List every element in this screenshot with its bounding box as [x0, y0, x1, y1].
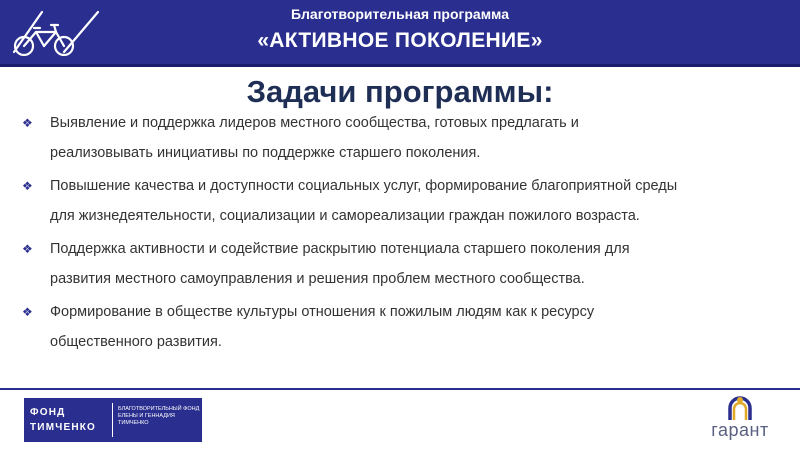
- task-text: [50, 108, 579, 168]
- diamond-bullet-icon: ❖: [22, 116, 33, 130]
- garant-logo-text: гарант: [711, 420, 769, 440]
- list-item: [22, 297, 792, 357]
- task-line: для жизнедеятельности, социализации и самореализации граждан пожилого возраста.: [50, 208, 640, 224]
- task-line: реализовывать инициативы по поддержке старшего поколения.: [50, 145, 481, 161]
- list-item: [22, 171, 792, 231]
- page-title: Задачи программы:: [246, 74, 554, 109]
- fund-logo-divider: [112, 403, 113, 437]
- diamond-bullet-icon: ❖: [22, 179, 33, 193]
- fund-name-line: ФОНД: [30, 407, 66, 418]
- program-title: «АКТИВНОЕ ПОКОЛЕНИЕ»: [257, 29, 543, 52]
- diamond-bullet-icon: ❖: [22, 242, 33, 256]
- task-text: [50, 171, 677, 231]
- fund-name-line: ТИМЧЕНКО: [30, 422, 97, 433]
- task-line: Поддержка активности и содействие раскрытию потенциала старшего поколения для: [50, 241, 630, 257]
- list-item: [22, 234, 792, 294]
- program-subtitle: Благотворительная программа: [290, 6, 510, 22]
- list-item: [22, 108, 792, 168]
- diamond-bullet-icon: ❖: [22, 305, 33, 319]
- task-text: [50, 234, 630, 294]
- header-banner: [0, 0, 800, 67]
- task-line: развития местного самоуправления и решения проблем местного сообщества.: [50, 271, 585, 287]
- footer-divider: [0, 388, 800, 390]
- task-line: Повышение качества и доступности социальных услуг, формирование благоприятной среды: [50, 178, 678, 194]
- task-list: [22, 108, 792, 360]
- timchenko-fund-logo: [24, 398, 202, 442]
- task-line: Выявление и поддержка лидеров местного сообщества, готовых предлагать и: [50, 115, 579, 131]
- task-line: Формирование в обществе культуры отношения к пожилым людям как к ресурсу: [50, 304, 595, 320]
- task-text: [50, 297, 594, 357]
- fund-description: БЛАГОТВОРИТЕЛЬНЫЙ ФОНД ЕЛЕНЫ И ГЕННАДИЯ ТИМЧЕНКО: [118, 406, 200, 426]
- task-line: общественного развития.: [50, 334, 222, 350]
- fund-name: [30, 405, 110, 435]
